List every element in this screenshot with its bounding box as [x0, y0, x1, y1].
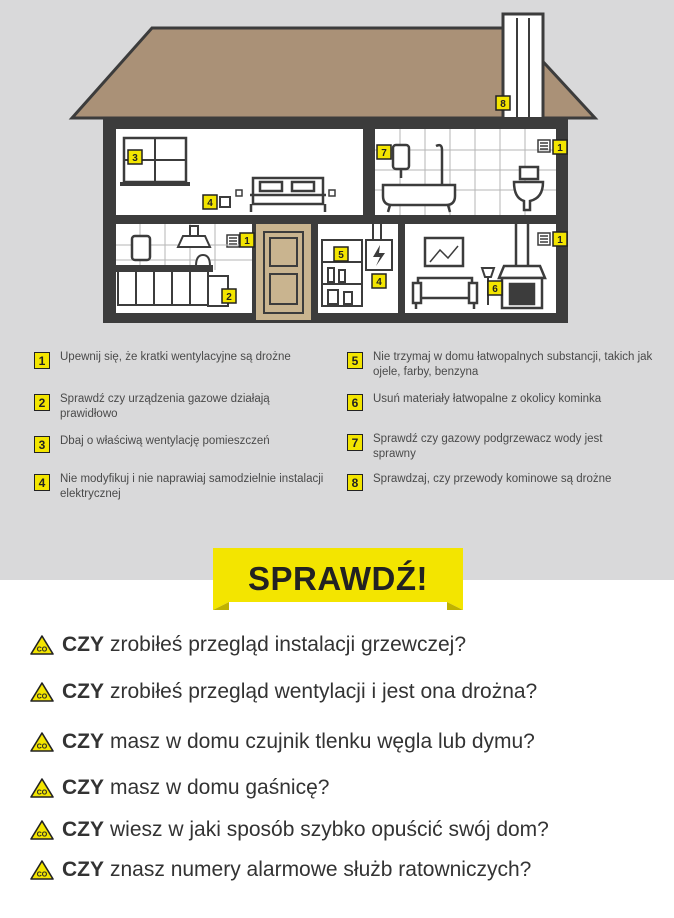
legend-text: Nie modyfikuj i nie naprawiaj samodzielnie instalacji elektrycznej — [60, 473, 324, 500]
front-door — [264, 232, 303, 313]
legend-number: 3 — [34, 436, 50, 453]
marker-7-bathroom — [377, 145, 391, 159]
marker-2-kitchen — [222, 289, 236, 303]
question-prefix: CZY — [62, 633, 104, 656]
kettle-icon — [196, 255, 210, 266]
legend-number: 4 — [34, 474, 50, 491]
legend-item-5 — [347, 350, 657, 380]
legend-text: Upewnij się, że kratki wentylacyjne są drożne — [60, 351, 291, 363]
co-warning-icon — [30, 778, 54, 798]
svg-text:3: 3 — [132, 153, 138, 164]
kitchen-cabinets — [114, 266, 228, 306]
legend-text: Dbaj o właściwą wentylację pomieszczeń — [60, 435, 270, 447]
co-warning-icon — [30, 820, 54, 840]
svg-text:6: 6 — [492, 284, 498, 295]
svg-text:1: 1 — [557, 143, 563, 154]
marker-6-living — [488, 281, 502, 295]
question-text: masz w domu czujnik tlenku węgla lub dymu? — [110, 730, 535, 753]
legend-number: 1 — [34, 352, 50, 369]
question-text: masz w domu gaśnicę? — [110, 776, 330, 799]
co-warning-icon — [30, 682, 54, 702]
svg-text:CO: CO — [36, 789, 48, 797]
svg-text:4: 4 — [376, 277, 382, 288]
legend-number: 2 — [34, 394, 50, 411]
legend-text: Sprawdzaj, czy przewody kominowe są drożne — [373, 473, 612, 485]
question-text: zrobiłeś przegląd instalacji grzewczej? — [110, 633, 466, 656]
legend-text: Sprawdź czy gazowy podgrzewacz wody jest sprawny — [373, 433, 603, 460]
question-text: wiesz w jaki sposób szybko opuścić swój dom? — [110, 818, 549, 841]
svg-text:1: 1 — [557, 235, 563, 246]
marker-4-pantry — [372, 274, 386, 288]
legend-item-3 — [34, 434, 334, 453]
question-prefix: CZY — [62, 818, 104, 841]
boiler-icon — [132, 236, 150, 260]
legend-number: 6 — [347, 394, 363, 411]
question-prefix: CZY — [62, 776, 104, 799]
question-prefix: CZY — [62, 858, 104, 881]
marker-1-bathroom — [553, 140, 567, 154]
svg-text:5: 5 — [338, 250, 344, 261]
svg-text:CO: CO — [36, 743, 48, 751]
question-row — [30, 858, 670, 882]
marker-5-pantry — [334, 247, 348, 261]
question-prefix: CZY — [62, 680, 104, 703]
question-row — [30, 818, 670, 842]
legend-item-8 — [347, 472, 657, 491]
question-text: zrobiłeś przegląd wentylacji i jest ona drożna? — [110, 680, 538, 703]
house-diagram — [0, 0, 674, 330]
legend-text: Nie trzymaj w domu łatwopalnych substancji, takich jak ojele, farby, benzyna — [373, 351, 653, 378]
legend-item-7 — [347, 432, 627, 462]
question-text: znasz numery alarmowe służb ratowniczych? — [110, 858, 532, 881]
svg-text:CO: CO — [36, 693, 48, 701]
svg-text:7: 7 — [381, 148, 387, 159]
question-row — [30, 776, 670, 800]
svg-text:8: 8 — [500, 99, 506, 110]
marker-1-kitchen — [240, 233, 254, 247]
legend-text: Sprawdź czy urządzenia gazowe działają prawidłowo — [60, 393, 270, 420]
svg-text:CO: CO — [36, 831, 48, 839]
legend-item-1 — [34, 350, 334, 369]
question-row — [30, 633, 670, 657]
legend-number: 5 — [347, 352, 363, 369]
legend-number: 7 — [347, 434, 363, 451]
svg-text:4: 4 — [207, 198, 213, 209]
question-prefix: CZY — [62, 730, 104, 753]
marker-4-bedroom — [203, 195, 217, 209]
co-warning-icon — [30, 732, 54, 752]
legend-text: Usuń materiały łatwopalne z okolicy kominka — [373, 393, 602, 405]
question-row — [30, 680, 670, 704]
marker-8-chimney — [496, 96, 510, 110]
marker-3-bedroom — [128, 150, 142, 164]
legend-item-6 — [347, 392, 657, 411]
co-warning-icon — [30, 635, 54, 655]
co-warning-icon — [30, 860, 54, 880]
banner-title: SPRAWDŹ! — [248, 560, 428, 597]
marker-1-living — [553, 232, 567, 246]
legend-item-2 — [34, 392, 304, 422]
svg-text:1: 1 — [244, 236, 250, 247]
question-row — [30, 730, 670, 754]
svg-text:2: 2 — [226, 292, 232, 303]
svg-text:CO: CO — [36, 871, 48, 879]
legend-number: 8 — [347, 474, 363, 491]
svg-text:CO: CO — [36, 646, 48, 654]
legend-item-4 — [34, 472, 324, 502]
